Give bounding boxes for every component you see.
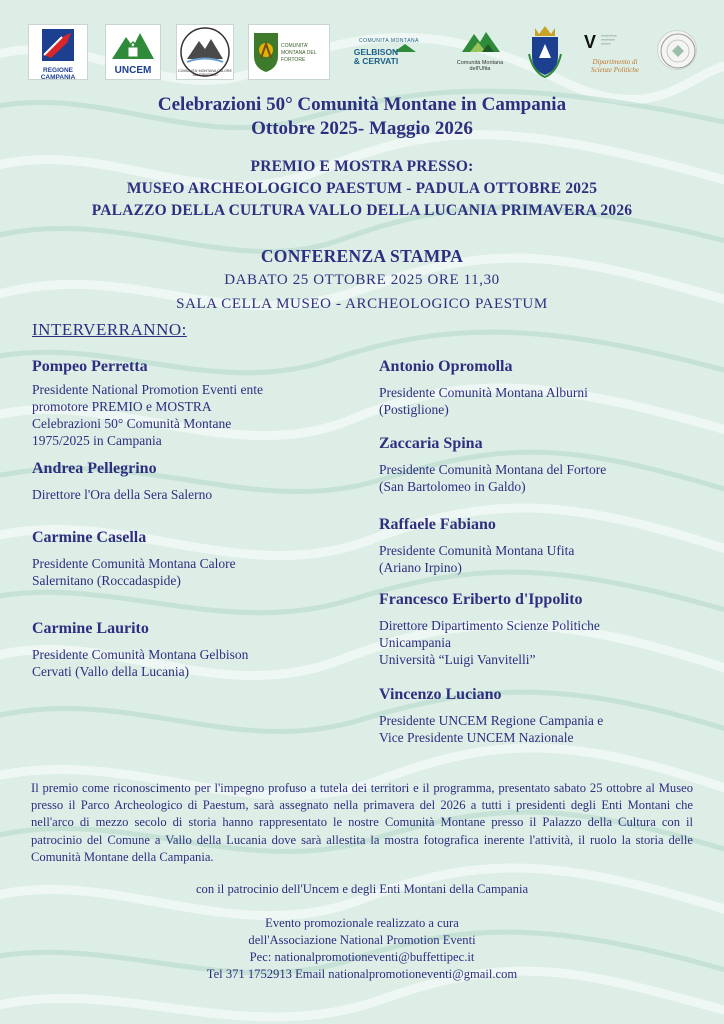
- award-venue-vallo: PALAZZO DELLA CULTURA VALLO DELLA LUCANIA PRIMAVERA 2026: [91, 202, 633, 219]
- speaker-name: Raffaele Fabiano: [379, 516, 496, 533]
- campania-shield-icon: [29, 25, 87, 65]
- speaker-role: Presidente UNCEM Regione Campania e Vice Presidente UNCEM Nazionale: [379, 713, 604, 745]
- speaker-name: Zaccaria Spina: [379, 435, 483, 452]
- speaker-role: Presidente Comunità Montana Ufita (Ariano Irpino): [379, 543, 575, 575]
- ufita-mountains-icon: [448, 24, 512, 58]
- speaker-role: Presidente Comunità Montana Gelbison Cervati (Vallo della Lucania): [32, 647, 249, 679]
- speaker-name: Antonio Opromolla: [379, 358, 513, 375]
- speaker-role: Direttore l'Ora della Sera Salerno: [32, 487, 213, 502]
- national-promotion-eventi-seal: [657, 30, 697, 70]
- organizer-line-1: Evento promozionale realizzato a cura: [265, 916, 459, 930]
- speaker-antonio-opromolla: [379, 357, 588, 418]
- regione-campania-logo: [28, 24, 88, 80]
- gelbison-caption: GELBISON & CERVATI: [353, 47, 399, 66]
- event-dates: Ottobre 2025- Maggio 2026: [251, 118, 473, 139]
- event-title: Celebrazioni 50° Comunità Montane in Campania: [157, 94, 567, 115]
- speaker-name: Carmine Laurito: [32, 620, 149, 637]
- speaker-role: Presidente Comunità Montana Alburni (Postiglione): [379, 385, 588, 417]
- speaker-vincenzo-luciano: [379, 685, 603, 746]
- speaker-role: Presidente Comunità Montana Calore Salernitano (Roccadaspide): [32, 556, 236, 588]
- speaker-raffaele-fabiano: [379, 515, 574, 576]
- speaker-name: Vincenzo Luciano: [379, 686, 502, 703]
- university-small-text-icon: ≡≡≡≡≡≡≡≡ ≡≡≡≡≡≡≡ ≡≡≡≡≡: [601, 34, 617, 46]
- comunita-montana-gelbison-cervati-logo: [350, 24, 428, 80]
- comunita-montana-del-fortore-logo: [248, 24, 330, 80]
- speaker-name: Francesco Eriberto d'Ippolito: [379, 591, 583, 608]
- speaker-francesco-eriberto-dippolito: [379, 590, 600, 668]
- uncem-logo: [105, 24, 161, 80]
- speaker-name: Pompeo Perretta: [32, 358, 148, 375]
- organizer-contacts: Tel 371 1752913 Email nationalpromotioneventi@gmail.com: [206, 967, 518, 981]
- regione-campania-caption: REGIONE CAMPANIA: [40, 67, 76, 81]
- conference-title: CONFERENZA STAMPA: [260, 246, 464, 266]
- speaker-role: Presidente National Promotion Eventi ente promotore PREMIO e MOSTRA Celebrazioni 50° Comunità Montane 1975/2025 in Campania: [32, 382, 263, 448]
- organizer-pec: Pec: nationalpromotioneventi@buffettipec.it: [249, 950, 475, 964]
- calore-caption: COMUNITA' MONTANA CALORE SALERNITANO: [178, 69, 232, 77]
- conference-place: SALA CELLA MUSEO - ARCHEOLOGICO PAESTUM: [176, 296, 548, 312]
- uncem-caption: UNCEM: [114, 65, 152, 76]
- dipartimento-scienze-politiche-logo: [584, 24, 644, 80]
- award-venue-heading: PREMIO E MOSTRA PRESSO:: [250, 158, 474, 175]
- comunita-montana-calore-salernitano-logo: [176, 24, 234, 80]
- speaker-name: Carmine Casella: [32, 529, 147, 546]
- fortore-caption: COMUNITA' MONTANA DEL FORTORE: [281, 43, 317, 63]
- speaker-role: Direttore Dipartimento Scienze Politiche Unicampania Università “Luigi Vanvitelli”: [379, 618, 600, 667]
- vanvitelli-v-icon: V: [584, 32, 597, 52]
- speaker-zaccaria-spina: [379, 434, 606, 495]
- patronage-note: con il patrocinio dell'Uncem e degli Enti Montani della Campania: [195, 882, 529, 896]
- speaker-carmine-casella: [32, 528, 236, 589]
- comunita-montana-ufita-logo: [448, 24, 512, 80]
- dipartimento-caption: Dipartimento di Scienze Politiche: [590, 58, 639, 74]
- ufita-caption: Comunità Montana dell'Ufita: [456, 60, 504, 72]
- fortore-shield-icon: [251, 30, 281, 74]
- gelbison-caption-top: COMUNITA MONTANA: [358, 38, 420, 44]
- municipal-crest-icon: [525, 24, 565, 78]
- award-venue-paestum: MUSEO ARCHEOLOGICO PAESTUM - PADULA OTTOBRE 2025: [126, 180, 598, 197]
- speaker-carmine-laurito: [32, 619, 248, 680]
- uncem-mountains-icon: [106, 25, 160, 65]
- speakers-section-title: INTERVERRANNO:: [32, 320, 187, 339]
- seal-ring-icon: [658, 31, 698, 71]
- speaker-andrea-pellegrino: [32, 459, 212, 503]
- speaker-role: Presidente Comunità Montana del Fortore (San Bartolomeo in Galdo): [379, 462, 607, 494]
- speaker-pompeo-perretta: [32, 357, 263, 449]
- comune-crest-logo: [525, 24, 565, 80]
- conference-date: DABATO 25 OTTOBRE 2025 ORE 11,30: [224, 272, 500, 288]
- organizer-line-2: dell'Associazione National Promotion Eventi: [248, 933, 476, 947]
- speaker-name: Andrea Pellegrino: [32, 460, 157, 477]
- award-description: Il premio come riconoscimento per l'impegno profuso a tutela dei territori e il programma, presentato sabato 25 ottobre al Museo presso il Parco Archeologico di Paestum, sarà assegnato nella primavera del 2026 a tutti i presidenti degli Enti Montani che nell'arco di mezzo secolo di storia hanno rappresentato le nostre Comunità Montane presso il Palazzo della Cultura con il patrocinio del Comune a Vallo della Lucania dove sarà allestita la mostra fotografica inerente l'attività, il ruolo la storia delle Comunità Montane della Campania.: [31, 781, 693, 864]
